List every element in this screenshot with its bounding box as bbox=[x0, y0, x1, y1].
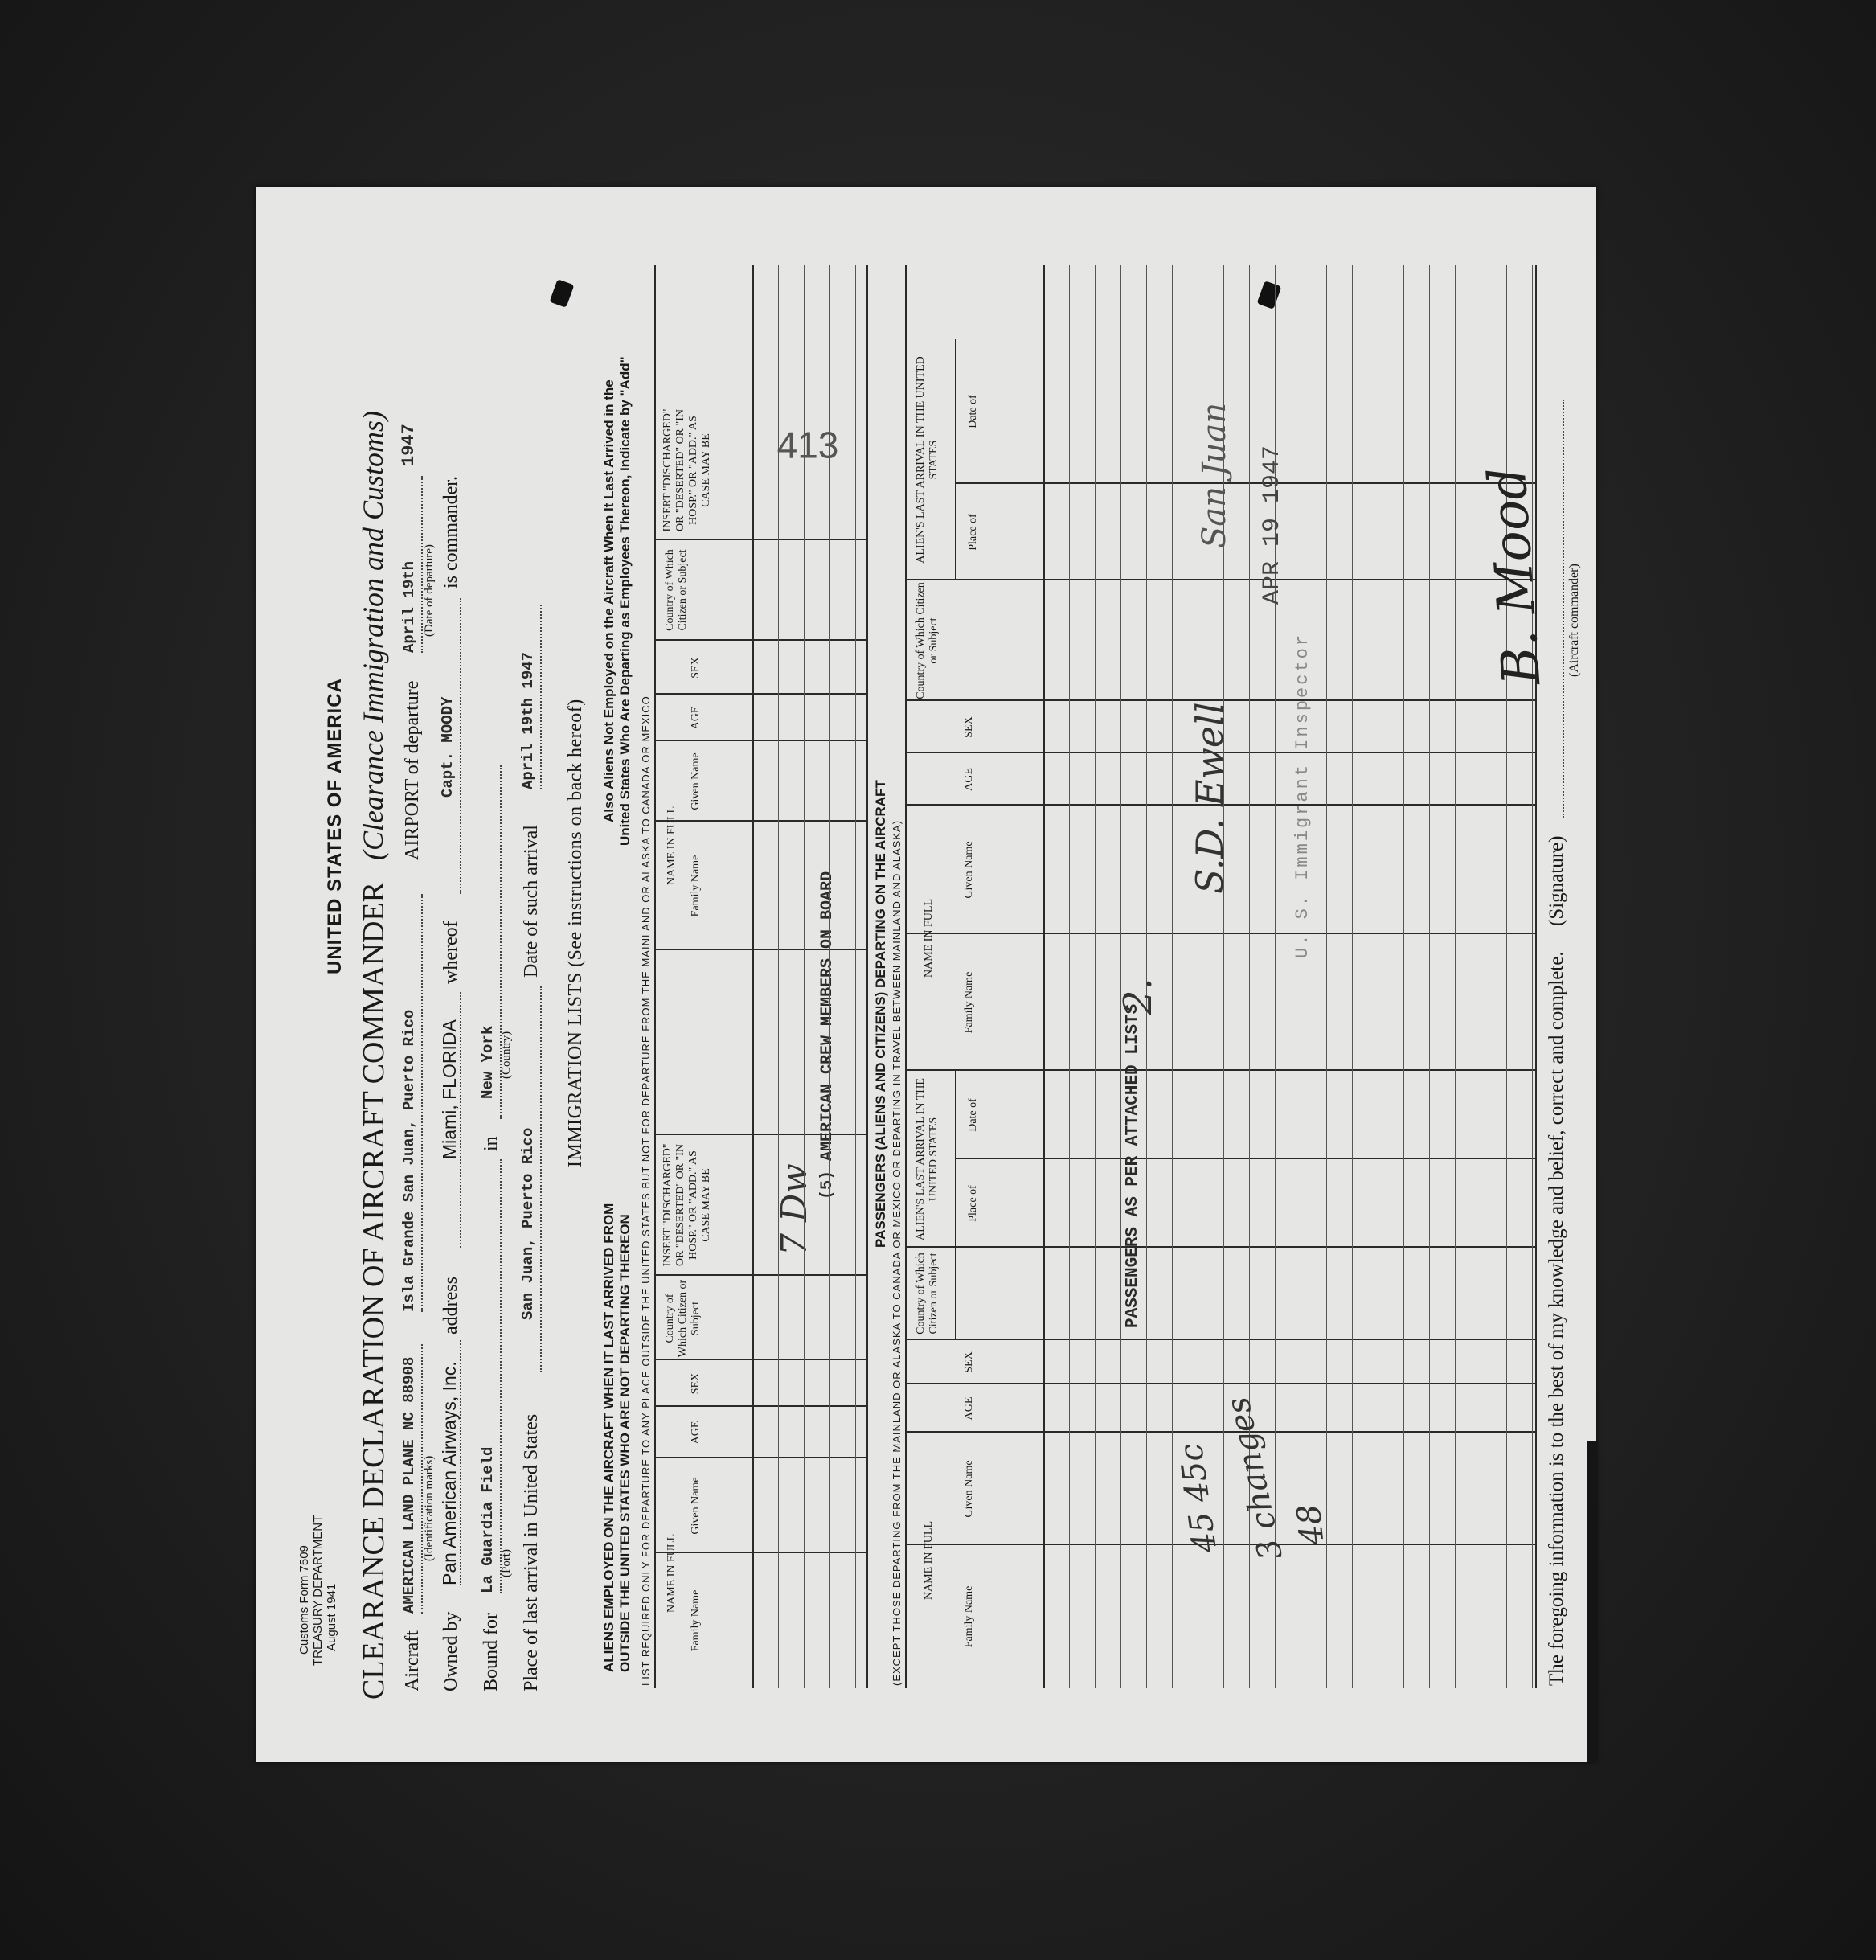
signature-label: (Signature) bbox=[1546, 835, 1567, 926]
table-rule bbox=[654, 265, 656, 1688]
col-divider bbox=[955, 1158, 1535, 1159]
table-row bbox=[1095, 265, 1096, 1688]
certification-text: The foregoing information is to the best of my knowledge and belief, correct and complete. bbox=[1546, 951, 1567, 1686]
table-rule bbox=[752, 265, 754, 1688]
p-sex-header-2: SEX bbox=[963, 716, 975, 738]
departure-date-field bbox=[400, 476, 423, 653]
address-field bbox=[439, 992, 461, 1248]
handwritten-note-2: 3 changes bbox=[1219, 1393, 1290, 1564]
p-name-in-full-header: NAME IN FULL bbox=[923, 1521, 935, 1600]
family-name-header-2: Family Name bbox=[690, 855, 702, 917]
p-date-of-header: Date of bbox=[967, 1098, 979, 1132]
table-rule bbox=[955, 339, 956, 580]
last-arrival-label: Place of last arrival in United States bbox=[521, 1413, 542, 1691]
stamp-date: APR 19 1947 bbox=[1259, 445, 1286, 605]
table-row bbox=[1326, 265, 1327, 1688]
stamp-place: San Juan bbox=[1196, 402, 1233, 548]
family-name-header: Family Name bbox=[690, 1589, 702, 1652]
aliens-heading bbox=[601, 1203, 633, 1672]
sex-header-2: SEX bbox=[690, 657, 702, 679]
col-divider bbox=[654, 693, 866, 695]
departure-date: April 19th bbox=[400, 560, 418, 653]
col-divider bbox=[654, 1552, 866, 1553]
airport-value: Isla Grande San Juan, Puerto Rico bbox=[400, 1009, 418, 1312]
aliens-heading-line-1: ALIENS EMPLOYED ON THE AIRCRAFT WHEN IT LAST ARRIVED FROM bbox=[601, 1203, 616, 1672]
table-row bbox=[1352, 265, 1353, 1688]
bound-label: Bound for bbox=[481, 1613, 502, 1691]
crew-initials: 7 Dw bbox=[774, 1163, 815, 1256]
p-last-arrival-header: ALIEN'S LAST ARRIVAL IN THE UNITED STATES bbox=[915, 1078, 940, 1240]
table-row bbox=[829, 265, 830, 1688]
table-row bbox=[855, 265, 856, 1688]
table-rule bbox=[905, 265, 907, 1688]
handwritten-note-1: 45 45c bbox=[1172, 1441, 1225, 1556]
col-divider bbox=[654, 1457, 866, 1458]
passengers-subheading: (EXCEPT THOSE DEPARTING FROM THE MAINLAND OR ALASKA TO CANADA OR MEXICO OR DEPARTING IN TRAVEL BETWEEN MAINLAND AND ALASKA) bbox=[891, 819, 903, 1686]
bound-port-field bbox=[479, 1159, 502, 1593]
bound-country: New York bbox=[479, 1025, 497, 1099]
form-title: CLEARANCE DECLARATION OF AIRCRAFT COMMANDER bbox=[357, 882, 391, 1700]
table-row bbox=[1172, 265, 1173, 1688]
table-row bbox=[804, 265, 805, 1688]
p-date-of-header-2: Date of bbox=[967, 395, 979, 428]
bound-country-field bbox=[479, 765, 502, 1119]
p-age-header: AGE bbox=[963, 1396, 975, 1421]
handwritten-note-3: 48 bbox=[1290, 1502, 1332, 1548]
name-in-full-header-2: NAME IN FULL bbox=[666, 806, 678, 885]
attached-lists-note: PASSENGERS AS PER ATTACHED LISTS bbox=[1124, 1003, 1142, 1328]
aircraft-field bbox=[400, 1344, 423, 1614]
p-given-name-header-2: Given Name bbox=[963, 841, 975, 899]
p-sex-header: SEX bbox=[963, 1351, 975, 1373]
last-arrival-place: San Juan, Puerto Rico bbox=[519, 1127, 537, 1320]
name-in-full-header: NAME IN FULL bbox=[666, 1534, 678, 1613]
table-rule bbox=[866, 265, 868, 1688]
table-row bbox=[1120, 265, 1121, 1688]
insert-header-2: INSERT "DISCHARGED" OR "DESERTED" OR "IN HOSP." OR "ADD." AS CASE MAY BE bbox=[662, 408, 712, 532]
col-divider bbox=[905, 1431, 1535, 1433]
commander-caption: (Aircraft commander) bbox=[1567, 564, 1581, 677]
rotated-form bbox=[256, 187, 1596, 1762]
col-divider bbox=[905, 1246, 1535, 1248]
arrival-date: April 19th 1947 bbox=[519, 651, 537, 789]
aircraft-value: AMERICAN LAND PLANE NC 88908 bbox=[400, 1356, 418, 1614]
given-name-header-2: Given Name bbox=[690, 752, 702, 810]
country-header-2: Country of Which Citizen or Subject bbox=[664, 549, 689, 631]
airport-label: AIRPORT of departure bbox=[402, 680, 423, 860]
p-age-header-2: AGE bbox=[963, 768, 975, 791]
form-edition: August 1941 bbox=[325, 1583, 338, 1651]
owner-label: Owned by bbox=[440, 1611, 461, 1691]
age-header-2: AGE bbox=[690, 706, 702, 730]
table-row bbox=[1455, 265, 1456, 1688]
given-name-header: Given Name bbox=[690, 1477, 702, 1535]
country-caption: (Country) bbox=[500, 1031, 513, 1079]
col-divider bbox=[955, 482, 1535, 484]
address-label: address bbox=[440, 1277, 461, 1335]
table-rule bbox=[955, 1071, 956, 1340]
col-divider bbox=[905, 699, 1535, 701]
aircraft-id-caption: (Identification marks) bbox=[423, 1455, 436, 1561]
table-row bbox=[1403, 265, 1404, 1688]
col-divider bbox=[905, 579, 1535, 580]
p-given-name-header: Given Name bbox=[963, 1460, 975, 1518]
list-required-note: LIST REQUIRED ONLY FOR DEPARTURE TO ANY PLACE OUTSIDE THE UNITED STATES BUT NOT FOR DEPARTURE FROM THE MAINLAND OR ALASKA TO CANADA OR MEXICO bbox=[640, 695, 652, 1686]
stamp-title: U. S. Immigrant Inspector bbox=[1292, 632, 1313, 958]
form-id-block bbox=[297, 1515, 338, 1666]
table-row bbox=[1429, 265, 1430, 1688]
department: TREASURY DEPARTMENT bbox=[311, 1515, 325, 1666]
p-family-name-header-2: Family Name bbox=[963, 971, 975, 1034]
country-heading: UNITED STATES OF AMERICA bbox=[324, 678, 346, 974]
aliens-heading-line-2: OUTSIDE THE UNITED STATES WHO ARE NOT DEPARTING THEREON bbox=[617, 1214, 633, 1672]
col-divider bbox=[905, 933, 1535, 934]
col-divider bbox=[654, 639, 866, 641]
address-value: Miami, FLORIDA bbox=[439, 1019, 460, 1159]
in-label: in bbox=[481, 1136, 502, 1151]
commander-signature: B. Mood bbox=[1477, 465, 1553, 687]
col-divider bbox=[905, 1069, 1535, 1071]
table-row bbox=[1146, 265, 1147, 1688]
sex-header: SEX bbox=[690, 1372, 702, 1395]
form-subtitle: (Clearance Immigration and Customs) bbox=[357, 411, 389, 860]
col-divider bbox=[654, 740, 866, 741]
p-name-in-full-header-2: NAME IN FULL bbox=[923, 899, 935, 978]
departure-year: 1947 bbox=[399, 424, 419, 466]
p-country-header-2: Country of Which Citizen or Subject bbox=[915, 582, 940, 699]
document-page bbox=[256, 187, 1596, 1762]
crew-note: (5) AMERICAN CREW MEMBERS ON BOARD bbox=[818, 871, 837, 1199]
bound-port: La Guardia Field bbox=[479, 1446, 497, 1593]
col-divider bbox=[654, 1274, 866, 1276]
table-row bbox=[1069, 265, 1070, 1688]
owner-field bbox=[439, 1340, 461, 1585]
age-header: AGE bbox=[690, 1421, 702, 1445]
port-caption: (Port) bbox=[500, 1549, 513, 1577]
passengers-heading: PASSENGERS (ALIENS AND CITIZENS) DEPARTING ON THE AIRCRAFT bbox=[873, 780, 888, 1248]
col-divider bbox=[654, 539, 866, 540]
col-divider bbox=[654, 1359, 866, 1360]
also-aliens-line-1: Also Aliens Not Employed on the Aircraft When It Last Arrived in the bbox=[601, 379, 616, 822]
col-divider bbox=[654, 820, 866, 822]
form-number: Customs Form 7509 bbox=[297, 1545, 311, 1655]
owner-value: Pan American Airways, Inc. bbox=[439, 1361, 460, 1585]
insert-header: INSERT "DISCHARGED" OR "DESERTED" OR "IN HOSP." OR "ADD." AS CASE MAY BE bbox=[662, 1143, 712, 1267]
inspector-signature: S.D. Ewell bbox=[1188, 702, 1231, 894]
col-divider bbox=[905, 1339, 1535, 1340]
whereof-label: whereof bbox=[440, 921, 461, 984]
arrival-date-label: Date of such arrival bbox=[521, 825, 542, 978]
commander-field bbox=[439, 598, 461, 894]
departure-date-caption: (Date of departure) bbox=[423, 544, 436, 637]
page-mark: 2. bbox=[1116, 978, 1161, 1015]
last-arrival-field bbox=[519, 986, 542, 1372]
p-country-header: Country of Which Citizen or Subject bbox=[915, 1253, 940, 1335]
col-divider bbox=[654, 1405, 866, 1407]
p-place-of-header: Place of bbox=[967, 1185, 979, 1222]
country-header: Country of Which Citizen or Subject bbox=[664, 1279, 702, 1358]
p-family-name-header: Family Name bbox=[963, 1585, 975, 1648]
table-rule bbox=[1043, 265, 1045, 1688]
airport-field bbox=[400, 894, 423, 1312]
p-place-of-header-2: Place of bbox=[967, 514, 979, 551]
table-row bbox=[778, 265, 779, 1688]
p-last-arrival-header-2: ALIEN'S LAST ARRIVAL IN THE UNITED STATES bbox=[915, 356, 940, 564]
aircraft-label: Aircraft bbox=[402, 1630, 423, 1691]
also-aliens-line-2: United States Who Are Departing as Employees Thereon, Indicate by "Add" bbox=[617, 356, 633, 846]
col-divider bbox=[905, 1383, 1535, 1384]
is-commander-label: is commander. bbox=[440, 476, 461, 588]
arrival-date-field bbox=[519, 605, 542, 789]
crew-count: 413 bbox=[776, 424, 839, 466]
commander-value: Capt. MOODY bbox=[439, 696, 457, 798]
also-aliens-note bbox=[601, 356, 633, 846]
immigration-heading: IMMIGRATION LISTS (See instructions on back hereof) bbox=[565, 699, 586, 1167]
